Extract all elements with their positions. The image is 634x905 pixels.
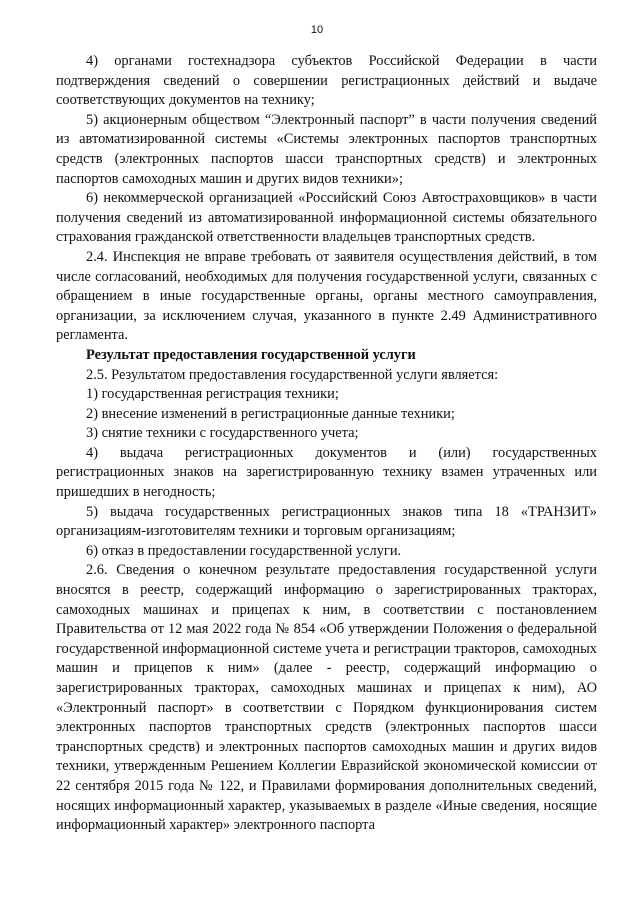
clause-2-5: 2.5. Результатом предоставления государственной услуги является: (86, 366, 499, 383)
result-item-4: 4) выдача регистрационных документов и (или) государственных регистрационных знаков на зарегистрированную технику взамен утраченных или пришедших в негодность; (56, 444, 597, 501)
list-item-6: 6) некоммерческой организацией «Российский Союз Автостраховщиков» в части получения сведений из автоматизированной информационной системы обязательного страхования гражданской ответственности владельцев транспортных средств. (56, 190, 597, 246)
result-item-6: 6) отказ в предоставлении государственной услуги. (86, 542, 402, 559)
page-number: 10 (310, 24, 324, 36)
clause-2-6: 2.6. Сведения о конечном результате предоставления государственной услуги вносятся в реестр, содержащий информацию о зарегистрированных тракторах, самоходных машинах и прицепах к ним, в соответствии с постановлением Правительства от 12 мая 2022 года № 854 «Об утверждении Положения о федеральной государственной информационной системе учета и регистрации тракторов, самоходных машин и прицепов к ним» (далее - реестр, содержащий информацию о зарегистрированных тракторах, самоходных машинах и прицепах к ним), АО «Электронный паспорт» в соответствии с Порядком функционирования систем электронных паспортов транспортных средств (электронных паспортов шасси транспортных средств) и электронных паспортов самоходных машин и других видов техники, утвержденным Решением Коллегии Евразийской экономической комиссии от 22 сентября 2015 года № 122, и Правилами формирования дополнительных сведений, носящих информационный характер, указываемых в разделе «Иные сведения, носящие информационный характер» электронного паспорта (56, 562, 597, 834)
document-body (56, 52, 597, 836)
list-item-5: 5) акционерным обществом “Электронный паспорт” в части получения сведений из автоматизированной системы «Системы электронных паспортов транспортных средств (электронных паспортов шасси транспортных средств) и электронных паспортов самоходных машин и других видов техники»; (56, 111, 597, 187)
clause-2-4: 2.4. Инспекция не вправе требовать от заявителя осуществления действий, в том числе согласований, необходимых для получения государственной услуги, связанных с обращением в иные государственные органы, органы местного самоуправления, организации, за исключением случая, указанного в пункте 2.49 Административного регламента. (56, 248, 597, 344)
list-item-4: 4) органами гостехнадзора субъектов Российской Федерации в части подтверждения сведений о совершении регистрационных действий и выдаче соответствующих документов на технику; (56, 53, 597, 109)
section-heading: Результат предоставления государственной услуги (86, 346, 416, 363)
result-item-1: 1) государственная регистрация техники; (86, 386, 339, 403)
result-item-3: 3) снятие техники с государственного учета; (86, 425, 359, 442)
result-item-2: 2) внесение изменений в регистрационные данные техники; (86, 405, 455, 422)
result-item-5: 5) выдача государственных регистрационных знаков типа 18 «ТРАНЗИТ» организациям-изготовителям техники и торговым организациям; (56, 503, 597, 540)
